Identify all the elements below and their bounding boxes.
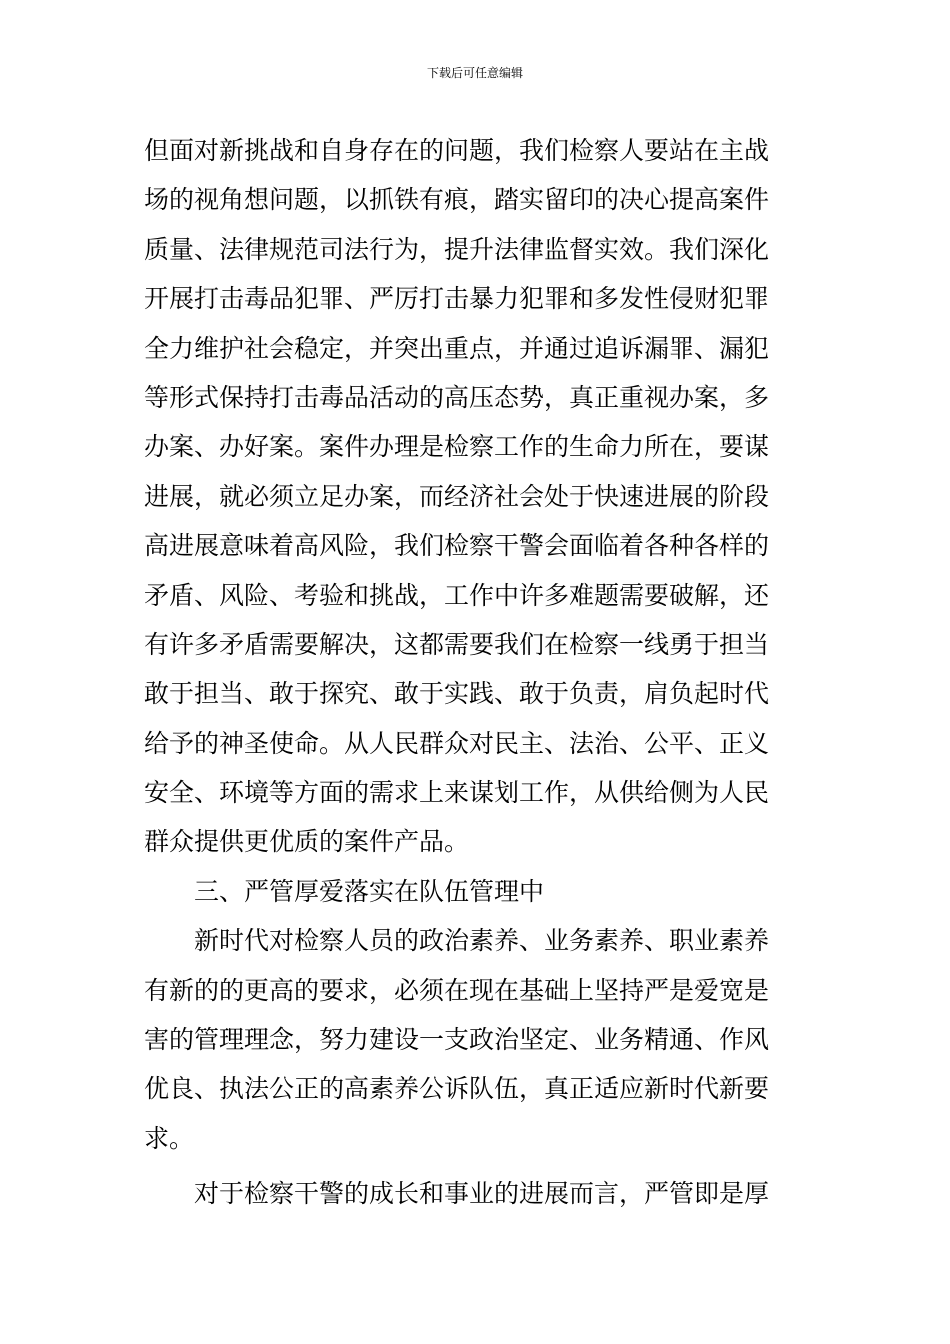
text-line: 新时代对检察人员的政治素养、业务素养、职业素养 (144, 926, 770, 956)
text-line: 群众提供更优质的案件产品。 (144, 827, 470, 857)
text-line: 安全、环境等方面的需求上来谋划工作，从供给侧为人民 (144, 778, 770, 808)
text-line: 高进展意味着高风险，我们检察干警会面临着各种各样的 (144, 531, 770, 561)
text-line: 有许多矛盾需要解决，这都需要我们在检察一线勇于担当 (144, 629, 770, 659)
text-line: 对于检察干警的成长和事业的进展而言，严管即是厚 (144, 1179, 770, 1209)
section-heading: 三、严管厚爱落实在队伍管理中 (144, 876, 545, 906)
text-line: 给予的神圣使命。从人民群众对民主、法治、公平、正义 (144, 728, 770, 758)
text-line: 但面对新挑战和自身存在的问题，我们检察人要站在主战 (144, 136, 770, 165)
text-line: 求。 (144, 1123, 195, 1153)
page-header: 下载后可任意编辑 (426, 66, 523, 80)
text-line: 全力维护社会稳定，并突出重点，并通过追诉漏罪、漏犯 (144, 333, 770, 363)
text-line: 矛盾、风险、考验和挑战，工作中许多难题需要破解，还 (144, 580, 770, 610)
text-line: 害的管理理念，努力建设一支政治坚定、业务精通、作风 (144, 1025, 770, 1055)
text-line: 场的视角想问题，以抓铁有痕，踏实留印的决心提高案件 (144, 185, 770, 215)
text-line: 进展，就必须立足办案，而经济社会处于快速进展的阶段 (144, 481, 770, 511)
text-line: 有新的的更高的要求，必须在现在基础上坚持严是爱宽是 (144, 975, 770, 1005)
text-line: 等形式保持打击毒品活动的高压态势，真正重视办案，多 (144, 382, 770, 412)
text-line: 开展打击毒品犯罪、严厉打击暴力犯罪和多发性侵财犯罪 (144, 284, 770, 314)
text-line: 质量、法律规范司法行为，提升法律监督实效。我们深化 (144, 234, 770, 264)
text-line: 优良、执法公正的高素养公诉队伍，真正适应新时代新要 (144, 1074, 770, 1104)
document-body (144, 126, 814, 1219)
text-line: 办案、办好案。案件办理是检察工作的生命力所在，要谋 (144, 432, 770, 462)
text-line: 敢于担当、敢于探究、敢于实践、敢于负责，肩负起时代 (144, 679, 770, 709)
